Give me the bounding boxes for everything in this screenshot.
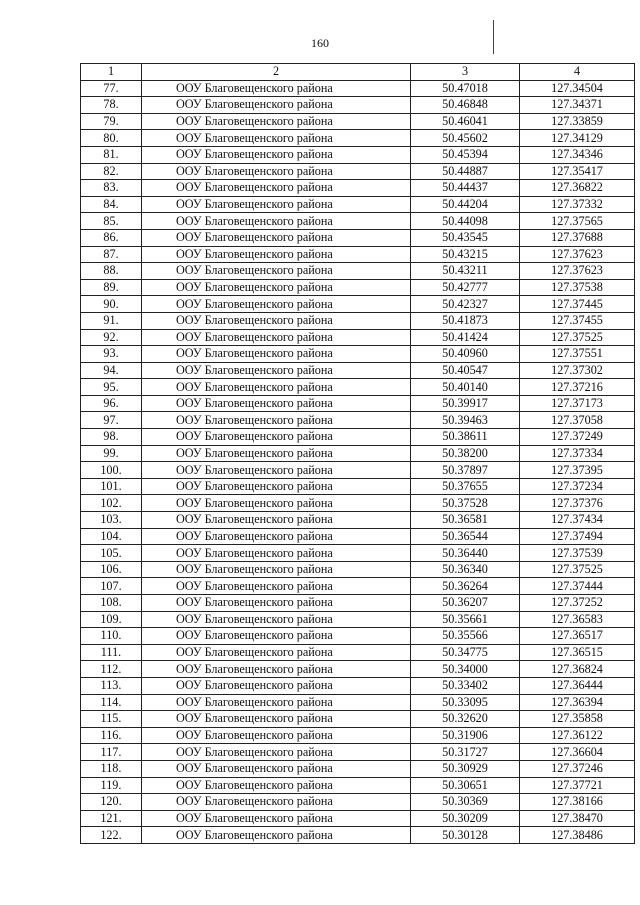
latitude-cell: 50.44437 <box>411 180 520 197</box>
organization-cell: ООУ Благовещенского района <box>142 113 411 130</box>
table-row <box>81 794 635 811</box>
latitude-cell: 50.46848 <box>411 97 520 114</box>
longitude-cell: 127.37334 <box>520 445 635 462</box>
table-row <box>81 478 635 495</box>
table-row <box>81 346 635 363</box>
organization-cell: ООУ Благовещенского района <box>142 478 411 495</box>
table-row <box>81 545 635 562</box>
row-number-cell: 103. <box>81 512 142 529</box>
organization-cell: ООУ Благовещенского района <box>142 263 411 280</box>
latitude-cell: 50.40960 <box>411 346 520 363</box>
longitude-cell: 127.37434 <box>520 512 635 529</box>
latitude-cell: 50.43211 <box>411 263 520 280</box>
table-row <box>81 578 635 595</box>
table-row <box>81 379 635 396</box>
longitude-cell: 127.37249 <box>520 429 635 446</box>
table-row <box>81 180 635 197</box>
latitude-cell: 50.37897 <box>411 462 520 479</box>
row-number-cell: 80. <box>81 130 142 147</box>
table-row <box>81 163 635 180</box>
longitude-cell: 127.37623 <box>520 246 635 263</box>
latitude-cell: 50.37528 <box>411 495 520 512</box>
organization-cell: ООУ Благовещенского района <box>142 296 411 313</box>
organization-cell: ООУ Благовещенского района <box>142 711 411 728</box>
longitude-cell: 127.35417 <box>520 163 635 180</box>
table-row <box>81 495 635 512</box>
row-number-cell: 111. <box>81 644 142 661</box>
longitude-cell: 127.37332 <box>520 196 635 213</box>
organization-cell: ООУ Благовещенского района <box>142 445 411 462</box>
organization-cell: ООУ Благовещенского района <box>142 346 411 363</box>
margin-mark <box>493 42 494 54</box>
column-header: 4 <box>520 64 635 81</box>
row-number-cell: 79. <box>81 113 142 130</box>
longitude-cell: 127.34346 <box>520 146 635 163</box>
organization-cell: ООУ Благовещенского района <box>142 462 411 479</box>
latitude-cell: 50.45602 <box>411 130 520 147</box>
organization-cell: ООУ Благовещенского района <box>142 412 411 429</box>
organization-cell: ООУ Благовещенского района <box>142 146 411 163</box>
row-number-cell: 101. <box>81 478 142 495</box>
organization-cell: ООУ Благовещенского района <box>142 395 411 412</box>
organization-cell: ООУ Благовещенского района <box>142 512 411 529</box>
organization-cell: ООУ Благовещенского района <box>142 595 411 612</box>
longitude-cell: 127.36824 <box>520 661 635 678</box>
table-row <box>81 445 635 462</box>
longitude-cell: 127.37623 <box>520 263 635 280</box>
organization-cell: ООУ Благовещенского района <box>142 80 411 97</box>
row-number-cell: 117. <box>81 744 142 761</box>
latitude-cell: 50.33095 <box>411 694 520 711</box>
table-row <box>81 628 635 645</box>
table-header-row <box>81 64 635 81</box>
longitude-cell: 127.37395 <box>520 462 635 479</box>
organization-cell: ООУ Благовещенского района <box>142 180 411 197</box>
latitude-cell: 50.36207 <box>411 595 520 612</box>
longitude-cell: 127.37525 <box>520 329 635 346</box>
latitude-cell: 50.45394 <box>411 146 520 163</box>
row-number-cell: 118. <box>81 760 142 777</box>
longitude-cell: 127.37494 <box>520 528 635 545</box>
organization-cell: ООУ Благовещенского района <box>142 495 411 512</box>
row-number-cell: 90. <box>81 296 142 313</box>
longitude-cell: 127.36604 <box>520 744 635 761</box>
table-row <box>81 595 635 612</box>
longitude-cell: 127.37551 <box>520 346 635 363</box>
latitude-cell: 50.34775 <box>411 644 520 661</box>
coordinates-table <box>80 63 635 844</box>
latitude-cell: 50.46041 <box>411 113 520 130</box>
row-number-cell: 88. <box>81 263 142 280</box>
latitude-cell: 50.35566 <box>411 628 520 645</box>
table-row <box>81 810 635 827</box>
latitude-cell: 50.34000 <box>411 661 520 678</box>
row-number-cell: 87. <box>81 246 142 263</box>
latitude-cell: 50.44887 <box>411 163 520 180</box>
row-number-cell: 119. <box>81 777 142 794</box>
longitude-cell: 127.37058 <box>520 412 635 429</box>
row-number-cell: 89. <box>81 279 142 296</box>
table-row <box>81 146 635 163</box>
organization-cell: ООУ Благовещенского района <box>142 611 411 628</box>
longitude-cell: 127.34504 <box>520 80 635 97</box>
organization-cell: ООУ Благовещенского района <box>142 827 411 844</box>
organization-cell: ООУ Благовещенского района <box>142 777 411 794</box>
table-row <box>81 644 635 661</box>
latitude-cell: 50.38200 <box>411 445 520 462</box>
longitude-cell: 127.33859 <box>520 113 635 130</box>
organization-cell: ООУ Благовещенского района <box>142 379 411 396</box>
latitude-cell: 50.36440 <box>411 545 520 562</box>
longitude-cell: 127.36515 <box>520 644 635 661</box>
latitude-cell: 50.30369 <box>411 794 520 811</box>
row-number-cell: 99. <box>81 445 142 462</box>
table-row <box>81 727 635 744</box>
latitude-cell: 50.35661 <box>411 611 520 628</box>
longitude-cell: 127.37234 <box>520 478 635 495</box>
column-header: 2 <box>142 64 411 81</box>
row-number-cell: 100. <box>81 462 142 479</box>
table-row <box>81 694 635 711</box>
longitude-cell: 127.37302 <box>520 362 635 379</box>
row-number-cell: 85. <box>81 213 142 230</box>
row-number-cell: 84. <box>81 196 142 213</box>
table-row <box>81 561 635 578</box>
latitude-cell: 50.37655 <box>411 478 520 495</box>
table-row <box>81 97 635 114</box>
row-number-cell: 116. <box>81 727 142 744</box>
organization-cell: ООУ Благовещенского района <box>142 213 411 230</box>
table-row <box>81 827 635 844</box>
row-number-cell: 104. <box>81 528 142 545</box>
latitude-cell: 50.43545 <box>411 229 520 246</box>
longitude-cell: 127.38470 <box>520 810 635 827</box>
table-row <box>81 130 635 147</box>
table-row <box>81 611 635 628</box>
longitude-cell: 127.37173 <box>520 395 635 412</box>
table-row <box>81 412 635 429</box>
organization-cell: ООУ Благовещенского района <box>142 644 411 661</box>
table-row <box>81 196 635 213</box>
longitude-cell: 127.37539 <box>520 545 635 562</box>
table-row <box>81 512 635 529</box>
page-number: 160 <box>311 36 329 50</box>
latitude-cell: 50.47018 <box>411 80 520 97</box>
organization-cell: ООУ Благовещенского района <box>142 661 411 678</box>
latitude-cell: 50.31906 <box>411 727 520 744</box>
organization-cell: ООУ Благовещенского района <box>142 429 411 446</box>
row-number-cell: 81. <box>81 146 142 163</box>
latitude-cell: 50.31727 <box>411 744 520 761</box>
longitude-cell: 127.36822 <box>520 180 635 197</box>
organization-cell: ООУ Благовещенского района <box>142 196 411 213</box>
organization-cell: ООУ Благовещенского района <box>142 744 411 761</box>
row-number-cell: 121. <box>81 810 142 827</box>
longitude-cell: 127.37721 <box>520 777 635 794</box>
row-number-cell: 122. <box>81 827 142 844</box>
longitude-cell: 127.37525 <box>520 561 635 578</box>
organization-cell: ООУ Благовещенского района <box>142 362 411 379</box>
row-number-cell: 109. <box>81 611 142 628</box>
latitude-cell: 50.30209 <box>411 810 520 827</box>
row-number-cell: 112. <box>81 661 142 678</box>
latitude-cell: 50.30651 <box>411 777 520 794</box>
longitude-cell: 127.37565 <box>520 213 635 230</box>
row-number-cell: 106. <box>81 561 142 578</box>
row-number-cell: 115. <box>81 711 142 728</box>
organization-cell: ООУ Благовещенского района <box>142 329 411 346</box>
latitude-cell: 50.43215 <box>411 246 520 263</box>
column-header: 3 <box>411 64 520 81</box>
organization-cell: ООУ Благовещенского района <box>142 760 411 777</box>
table-row <box>81 677 635 694</box>
row-number-cell: 97. <box>81 412 142 429</box>
row-number-cell: 105. <box>81 545 142 562</box>
table-row <box>81 744 635 761</box>
longitude-cell: 127.37444 <box>520 578 635 595</box>
latitude-cell: 50.42777 <box>411 279 520 296</box>
table-row <box>81 528 635 545</box>
table-row <box>81 229 635 246</box>
row-number-cell: 120. <box>81 794 142 811</box>
latitude-cell: 50.39917 <box>411 395 520 412</box>
longitude-cell: 127.37246 <box>520 760 635 777</box>
longitude-cell: 127.37538 <box>520 279 635 296</box>
latitude-cell: 50.44204 <box>411 196 520 213</box>
table-row <box>81 246 635 263</box>
organization-cell: ООУ Благовещенского района <box>142 279 411 296</box>
longitude-cell: 127.37252 <box>520 595 635 612</box>
column-header: 1 <box>81 64 142 81</box>
row-number-cell: 77. <box>81 80 142 97</box>
table-row <box>81 213 635 230</box>
row-number-cell: 91. <box>81 312 142 329</box>
table-row <box>81 279 635 296</box>
organization-cell: ООУ Благовещенского района <box>142 545 411 562</box>
longitude-cell: 127.34129 <box>520 130 635 147</box>
row-number-cell: 96. <box>81 395 142 412</box>
longitude-cell: 127.37688 <box>520 229 635 246</box>
latitude-cell: 50.36264 <box>411 578 520 595</box>
table-row <box>81 395 635 412</box>
row-number-cell: 113. <box>81 677 142 694</box>
organization-cell: ООУ Благовещенского района <box>142 561 411 578</box>
table-row <box>81 296 635 313</box>
latitude-cell: 50.40547 <box>411 362 520 379</box>
row-number-cell: 94. <box>81 362 142 379</box>
row-number-cell: 82. <box>81 163 142 180</box>
organization-cell: ООУ Благовещенского района <box>142 312 411 329</box>
longitude-cell: 127.37445 <box>520 296 635 313</box>
row-number-cell: 95. <box>81 379 142 396</box>
row-number-cell: 86. <box>81 229 142 246</box>
table-row <box>81 312 635 329</box>
table-row <box>81 429 635 446</box>
longitude-cell: 127.37376 <box>520 495 635 512</box>
longitude-cell: 127.35858 <box>520 711 635 728</box>
latitude-cell: 50.41424 <box>411 329 520 346</box>
longitude-cell: 127.37455 <box>520 312 635 329</box>
margin-mark <box>493 20 494 42</box>
table-row <box>81 113 635 130</box>
latitude-cell: 50.30929 <box>411 760 520 777</box>
row-number-cell: 114. <box>81 694 142 711</box>
organization-cell: ООУ Благовещенского района <box>142 794 411 811</box>
latitude-cell: 50.38611 <box>411 429 520 446</box>
row-number-cell: 92. <box>81 329 142 346</box>
organization-cell: ООУ Благовещенского района <box>142 694 411 711</box>
table-row <box>81 760 635 777</box>
longitude-cell: 127.36394 <box>520 694 635 711</box>
latitude-cell: 50.44098 <box>411 213 520 230</box>
table-row <box>81 362 635 379</box>
longitude-cell: 127.36517 <box>520 628 635 645</box>
table-row <box>81 711 635 728</box>
row-number-cell: 102. <box>81 495 142 512</box>
organization-cell: ООУ Благовещенского района <box>142 628 411 645</box>
organization-cell: ООУ Благовещенского района <box>142 130 411 147</box>
latitude-cell: 50.32620 <box>411 711 520 728</box>
longitude-cell: 127.37216 <box>520 379 635 396</box>
table-row <box>81 263 635 280</box>
organization-cell: ООУ Благовещенского района <box>142 246 411 263</box>
row-number-cell: 110. <box>81 628 142 645</box>
organization-cell: ООУ Благовещенского района <box>142 727 411 744</box>
latitude-cell: 50.42327 <box>411 296 520 313</box>
organization-cell: ООУ Благовещенского района <box>142 677 411 694</box>
latitude-cell: 50.33402 <box>411 677 520 694</box>
row-number-cell: 78. <box>81 97 142 114</box>
latitude-cell: 50.39463 <box>411 412 520 429</box>
longitude-cell: 127.34371 <box>520 97 635 114</box>
longitude-cell: 127.36583 <box>520 611 635 628</box>
longitude-cell: 127.38486 <box>520 827 635 844</box>
row-number-cell: 107. <box>81 578 142 595</box>
organization-cell: ООУ Благовещенского района <box>142 528 411 545</box>
latitude-cell: 50.36340 <box>411 561 520 578</box>
table-row <box>81 80 635 97</box>
row-number-cell: 98. <box>81 429 142 446</box>
row-number-cell: 93. <box>81 346 142 363</box>
organization-cell: ООУ Благовещенского района <box>142 97 411 114</box>
longitude-cell: 127.38166 <box>520 794 635 811</box>
organization-cell: ООУ Благовещенского района <box>142 578 411 595</box>
organization-cell: ООУ Благовещенского района <box>142 810 411 827</box>
latitude-cell: 50.30128 <box>411 827 520 844</box>
row-number-cell: 108. <box>81 595 142 612</box>
latitude-cell: 50.36581 <box>411 512 520 529</box>
organization-cell: ООУ Благовещенского района <box>142 229 411 246</box>
table-row <box>81 661 635 678</box>
latitude-cell: 50.41873 <box>411 312 520 329</box>
latitude-cell: 50.40140 <box>411 379 520 396</box>
longitude-cell: 127.36444 <box>520 677 635 694</box>
table-row <box>81 329 635 346</box>
row-number-cell: 83. <box>81 180 142 197</box>
organization-cell: ООУ Благовещенского района <box>142 163 411 180</box>
table-row <box>81 462 635 479</box>
latitude-cell: 50.36544 <box>411 528 520 545</box>
table-row <box>81 777 635 794</box>
longitude-cell: 127.36122 <box>520 727 635 744</box>
